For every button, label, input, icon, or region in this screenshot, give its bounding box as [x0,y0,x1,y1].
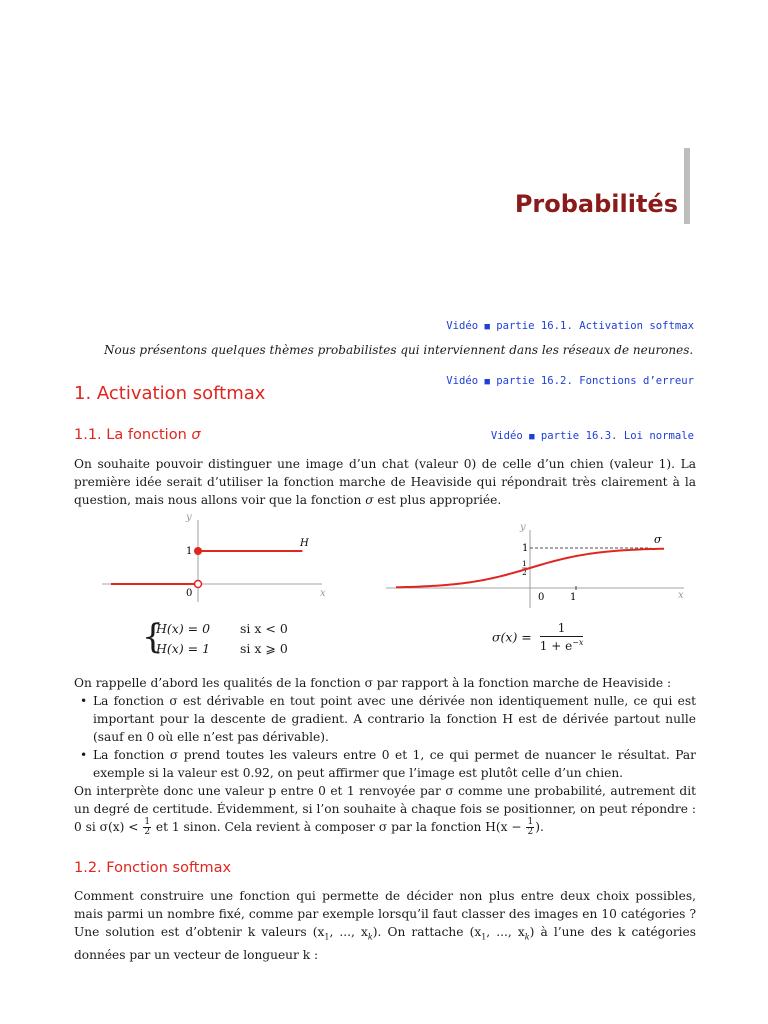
video-label: partie 16.1. Activation softmax [496,320,694,332]
y-axis-label: y [186,512,192,523]
sigmoid-fraction [540,621,584,653]
paragraph-softmax [74,887,696,964]
video-link-1[interactable] [446,317,694,336]
heaviside-definition [142,617,288,659]
text: , ..., x [486,925,525,939]
text: est plus appropriée. [373,493,502,507]
sigmoid-definition [492,621,583,653]
subsection-title-1 [74,427,201,443]
bullet-icon: • [80,694,88,708]
text: , ..., x [329,925,368,939]
recall-sentence: On rappelle d’abord les qualités de la fonction σ par rapport à la fonction marche de Heaviside : [74,676,672,690]
y-tick-label-half-den: 2 [522,568,527,577]
heaviside-curve-label: H [300,538,309,549]
fraction-half [143,818,151,837]
y-axis-label: y [520,522,526,533]
sigmoid-denominator [540,637,584,653]
paragraph-properties [74,674,696,837]
text: et 1 sinon. Cela revient à composer σ par la fonction H(x − [152,820,526,834]
bullet-icon: • [80,748,88,762]
square-bullet-icon: ■ [484,322,490,332]
heaviside-chart [96,506,336,602]
square-bullet-icon: ■ [484,377,490,387]
chapter-intro: Nous présentons quelques thèmes probabilistes qui interviennent dans les réseaux de neurones. [104,343,694,357]
chapter-title: Probabilités [514,190,678,218]
text: Comment construire une fonction qui permette de décider non plus entre deux choix possibles, mais parmi un nombre fixé, comme par exemple lorsqu’il faut classer des images en 10 catégories ? Une solution est d’obtenir k valeurs (x [74,889,696,939]
x-tick-label-0: 0 [186,588,193,599]
denominator-base: 1 + e [539,639,573,653]
subscript: 1 [324,932,330,942]
fraction-den: 2 [144,827,151,837]
video-prefix: Vidéo [490,430,523,442]
text: On souhaite pouvoir distinguer une image d’un chat (valeur 0) de celle d’un chien (valeur 1). La première idée serait d’utiliser la fonction marche de Heaviside qui répondrait très clairement à la question, mais nous allons voir que la fonction [74,457,696,507]
video-label: partie 16.3. Loi normale [540,430,694,442]
sigmoid-numerator: 1 [540,621,584,637]
square-bullet-icon: ■ [529,432,535,442]
video-prefix: Vidéo [446,320,479,332]
video-label: partie 16.2. Fonctions d’erreur [496,375,694,387]
sigma-symbol: σ [191,427,201,443]
x-tick-label-1: 1 [570,592,577,603]
section-title: 1. Activation softmax [74,383,266,404]
text: On interprète donc une valeur p entre 0 et 1 renvoyée par σ comme une probabilité, autrement dit un degré de certitude. Évidemment, si l’on souhaite à chaque fois se positionner, on peut répondre : 0 si σ(x) < [74,784,696,834]
heaviside-condition-2: si x ⩾ 0 [240,641,288,656]
list-item [74,692,696,746]
fraction-num: 1 [144,817,151,827]
fraction-half [526,818,534,837]
heaviside-case-2: H(x) = 1 [156,641,211,656]
y-tick-label-half-num: 1 [522,559,527,568]
text: ). [535,820,544,834]
subscript: k [524,932,530,942]
bullet-text: La fonction σ prend toutes les valeurs entre 0 et 1, ce qui permet de nuancer le résultat. Par exemple si la valeur est 0.92, on peut affirmer que l’image est plutôt celle d’un chien. [93,748,696,780]
heaviside-case-1: H(x) = 0 [156,621,211,636]
conclusion-paragraph [74,782,696,837]
sigmoid-chart [382,516,692,608]
sigmoid-curve-label: σ [654,533,662,546]
bullet-text: La fonction σ est dérivable en tout point avec une dérivée non identiquement nulle, ce qui est important pour la descente de gradient. A contrario la fonction H est de dérivée partout nulle (sauf en 0 où elle n’est pas dérivable). [93,694,696,744]
fraction-den: 2 [527,827,534,837]
fraction-num: 1 [527,817,534,827]
heaviside-point-open [195,581,202,588]
text: ) à l’une des k catégories données par un vecteur de longueur k : [74,925,697,963]
y-tick-label-1: 1 [522,543,529,554]
left-brace: { [142,617,164,657]
heaviside-condition-1: si x < 0 [240,621,288,636]
y-tick-label-1: 1 [186,546,193,557]
subscript: k [367,932,373,942]
video-links [446,281,694,464]
sigmoid-lhs: σ(x) = [492,629,532,645]
video-prefix: Vidéo [446,375,479,387]
x-tick-label-0: 0 [538,592,545,603]
x-axis-label: x [320,588,326,599]
title-side-bar [684,148,690,224]
list-item [74,746,696,782]
paragraph-intro-sigma [74,455,696,509]
sigma-symbol: σ [365,493,374,507]
subscript: 1 [481,932,487,942]
denominator-exponent: −x [572,638,584,647]
subsection-title-2: 1.2. Fonction softmax [74,860,232,876]
subsection-title-text: 1.1. La fonction [74,427,192,443]
heaviside-point-closed [194,547,202,555]
text: ). On rattache (x [372,925,482,939]
video-link-3[interactable] [446,427,694,446]
x-axis-label: x [678,590,684,601]
video-link-2[interactable] [446,372,694,391]
